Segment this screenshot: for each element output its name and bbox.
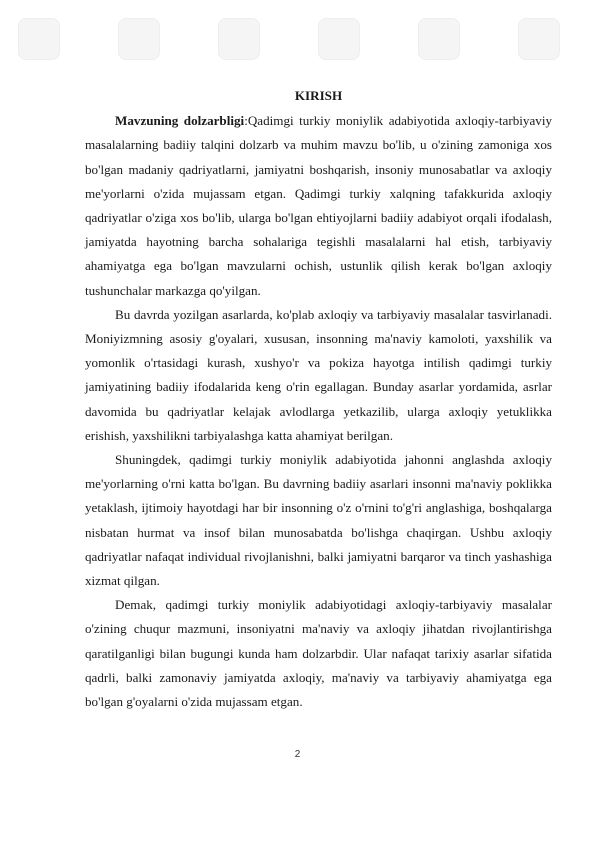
watermark-tile <box>118 18 160 60</box>
paragraph-lead: Mavzuning dolzarbligi <box>115 113 245 129</box>
watermark-tile <box>318 18 360 60</box>
page-number: 2 <box>294 749 301 760</box>
paragraph <box>85 593 552 714</box>
paragraph-text: Bu davrda yozilgan asarlarda, ko'plab axloqiy va tarbiyaviy masalalar tasvirlanadi. Moniyizmning asosiy g'oyalari, xususan, insonning ma'naviy kamoloti, yaxshilik va yomonlik o'rtasidagi kurash, xushyo'r va pokiza hayotga intilish qadimgi turkiy jamiyatining badiiy ifodalarida keng o'rin egallagan. Bunday asarlar yordamida, asrlar davomida bu qadriyatlar kelajak avlodlarga yetkazilib, ularga axloqiy yetuklikka erishish, yaxshilikni tarbiyalashga katta ahamiyat berilgan. <box>85 306 552 443</box>
document-body <box>85 84 552 714</box>
watermark-tile <box>218 18 260 60</box>
paragraph-text: Shuningdek, qadimgi turkiy moniylik adabiyotida jahonni anglashda axloqiy me'yorlarning o'rni katta bo'lgan. Bu davrning badiiy asarlari insonni ma'naviy poklikka yetaklash, ijtimoiy hayotdagi har bir insonning o'z o'rnini to'g'ri anglashiga, boshqalarga nisbatan hurmat va insof bilan munosabatda bo'lishga chaqirgan. Ushbu axloqiy qadriyatlar nafaqat individual rivojlanishni, balki jamiyatni barqaror va tinch yashashiga xizmat qilgan. <box>85 452 552 589</box>
watermark-tile <box>18 18 60 60</box>
paragraph-relevance <box>85 109 552 303</box>
paragraph-text: :Qadimgi turkiy moniylik adabiyotida axloqiy-tarbiyaviy masalalarning badiiy talqini dolzarb va muhim mavzu bo'lib, u o'zining zamoniga xos bo'lgan madaniy qadriyatlarni, jamiyatni boshqarish, insoniy munosabatlar va axloqiy me'yorlarni o'zida mujassam etgan. Qadimgi turkiy xalqning tafakkurida axloqiy qadriyatlar o'ziga xos bo'lib, ularga bo'lgan ehtiyojlarni badiiy adabiyot orqali ifodalash, jamiyatda hayotning barcha sohalariga tegishli masalalarni hal etish, tarbiyaviy ahamiyatga ega bo'lgan mavzularni ochish, ustunlik qilish kerak bo'lgan axloqiy tushunchalar markazga qo'yilgan. <box>85 113 553 298</box>
watermark-tile <box>418 18 460 60</box>
watermark-tile <box>518 18 560 60</box>
paragraph <box>85 448 552 593</box>
paragraph <box>85 303 552 448</box>
paragraph-text: Demak, qadimgi turkiy moniylik adabiyotidagi axloqiy-tarbiyaviy masalalar o'zining chuqur mazmuni, insoniyatni ma'naviy va axloqiy jihatdan rivojlantirishga qaratilganligi bilan bugungi kunda ham dolzarbdir. Ular nafaqat tarixiy asarlar sifatida qadrli, balki zamonaviy jamiyatda axloqiy, ma'naviy va tarbiyaviy ahamiyatga ega bo'lgan g'oyalarni o'zida mujassam etgan. <box>85 597 552 710</box>
document-title: KIRISH <box>294 88 343 103</box>
